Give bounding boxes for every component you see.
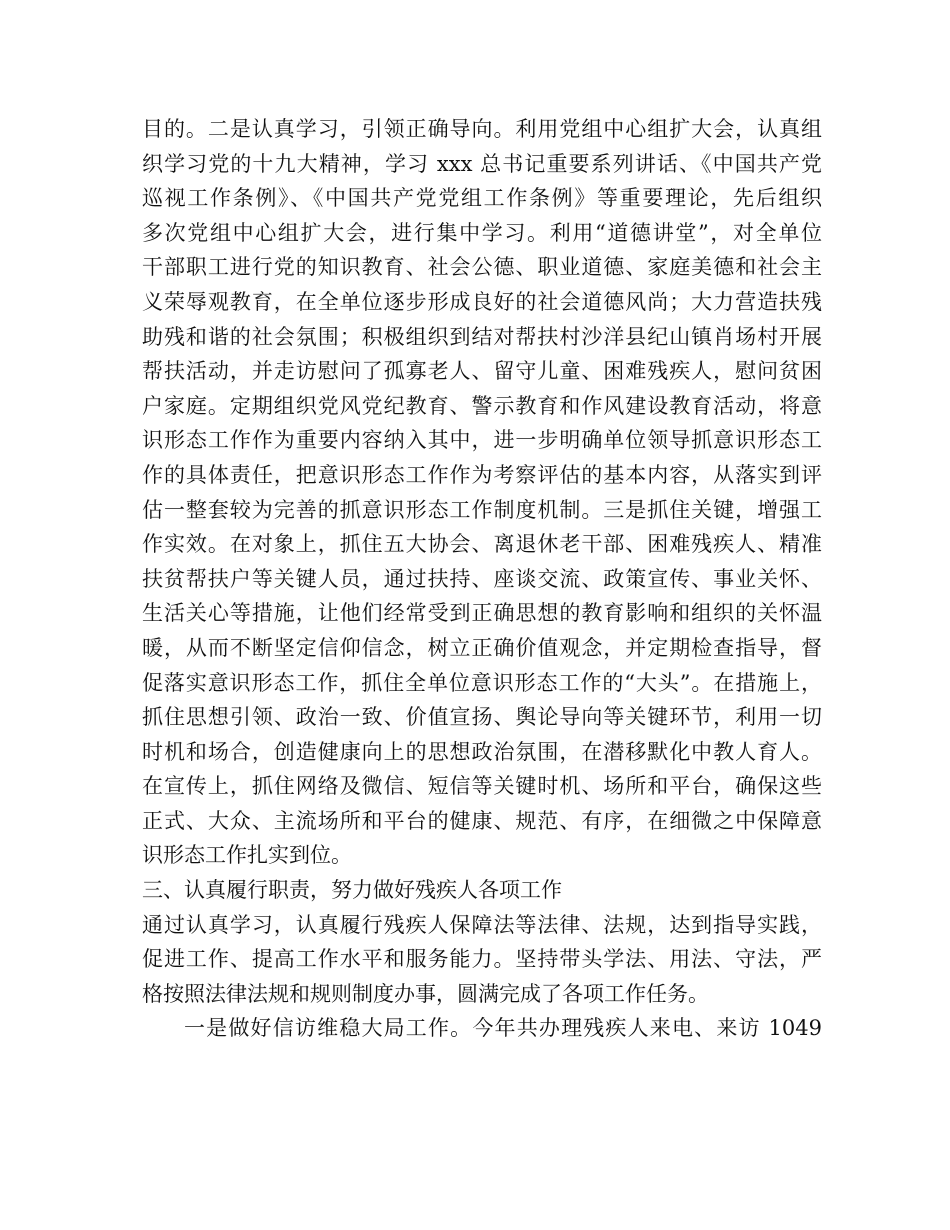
text-line: 目的。二是认真学习，引领正确导向。利用党组中心组扩大会，认真组 bbox=[142, 117, 822, 141]
text-line: 作实效。在对象上，抓住五大协会、离退休老干部、困难残疾人、精准 bbox=[142, 532, 822, 557]
text-line: 义荣辱观教育，在全单位逐步形成良好的社会道德风尚；大力营造扶残 bbox=[142, 289, 822, 314]
text-line: 多次党组中心组扩大会，进行集中学习。利用“道德讲堂”，对全单位 bbox=[142, 220, 822, 245]
text-line: 正式、大众、主流场所和平台的健康、规范、有序，在细微之中保障意 bbox=[142, 808, 822, 833]
text-line: 抓住思想引领、政治一致、价值宣扬、舆论导向等关键环节，利用一切 bbox=[142, 705, 822, 730]
text-line: 时机和场合，创造健康向上的思想政治氛围，在潜移默化中教人育人。 bbox=[142, 739, 822, 764]
text-line: 助残和谐的社会氛围；积极组织到结对帮扶村沙洋县纪山镇肖场村开展 bbox=[142, 324, 822, 349]
body-text bbox=[142, 112, 822, 1046]
text-line: 促落实意识形态工作，抓住全单位意识形态工作的“大头”。在措施上， bbox=[142, 670, 822, 695]
section-heading: 三、认真履行职责，努力做好残疾人各项工作 bbox=[142, 878, 562, 903]
text-line: 识形态工作扎实到位。 bbox=[142, 843, 352, 868]
text-line: 在宣传上，抓住网络及微信、短信等关键时机、场所和平台，确保这些 bbox=[142, 774, 822, 799]
text-line: 扶贫帮扶户等关键人员，通过扶持、座谈交流、政策宣传、事业关怀、 bbox=[142, 566, 822, 591]
text-line: 帮扶活动，并走访慰问了孤寡老人、留守儿童、困难残疾人，慰问贫困 bbox=[142, 359, 822, 384]
text-line: 户家庭。定期组织党风党纪教育、警示教育和作风建设教育活动，将意 bbox=[142, 393, 822, 418]
text-line: 作的具体责任，把意识形态工作作为考察评估的基本内容，从落实到评 bbox=[142, 462, 822, 487]
text-line: 生活关心等措施，让他们经常受到正确思想的教育影响和组织的关怀温 bbox=[142, 601, 822, 626]
text-line: 促进工作、提高工作水平和服务能力。坚持带头学法、用法、守法，严 bbox=[142, 947, 822, 972]
paragraph-start-line: 一是做好信访维稳大局工作。今年共办理残疾人来电、来访 1049 bbox=[184, 1016, 822, 1041]
text-line: 干部职工进行党的知识教育、社会公德、职业道德、家庭美德和社会主 bbox=[142, 255, 822, 280]
text-line: 通过认真学习，认真履行残疾人保障法等法律、法规，达到指导实践， bbox=[142, 912, 822, 937]
text-line: 格按照法律法规和规则制度办事，圆满完成了各项工作任务。 bbox=[142, 981, 709, 1006]
text-line: 织学习党的十九大精神，学习 xxx 总书记重要系列讲话、《中国共产党 bbox=[142, 151, 822, 176]
text-line: 识形态工作作为重要内容纳入其中，进一步明确单位领导抓意识形态工 bbox=[142, 428, 822, 453]
text-line: 暖，从而不断坚定信仰信念，树立正确价值观念，并定期检查指导，督 bbox=[142, 635, 822, 660]
text-line: 巡视工作条例》、《中国共产党党组工作条例》等重要理论，先后组织 bbox=[142, 186, 822, 211]
text-line: 估一整套较为完善的抓意识形态工作制度机制。三是抓住关键，增强工 bbox=[142, 497, 822, 522]
